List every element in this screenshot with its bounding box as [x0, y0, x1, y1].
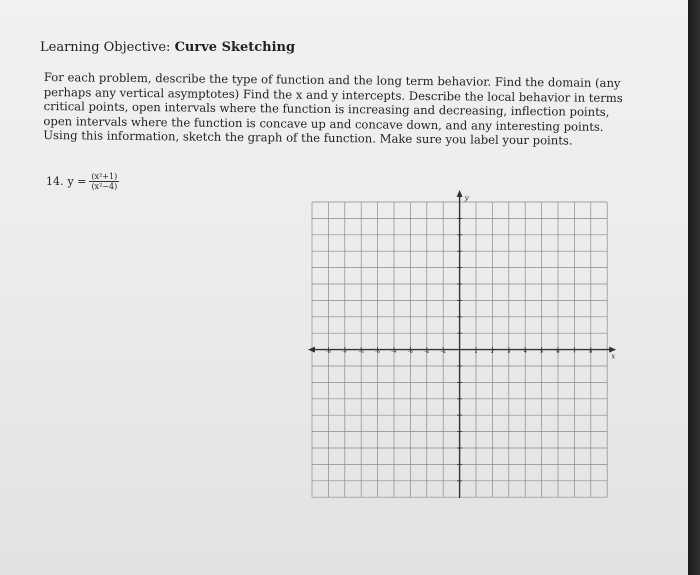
x-tick-label: -8 — [325, 349, 332, 356]
problem-number: 14. — [46, 175, 64, 188]
desk-edge — [688, 0, 700, 575]
x-tick-label: 6 — [556, 349, 560, 356]
x-tick-label: 8 — [589, 349, 593, 356]
x-axis-label: x — [611, 352, 616, 361]
instruction-line: open intervals where the function is concave up and concave down, and any interesting points. — [43, 113, 604, 134]
x-tick-label: -5 — [374, 349, 381, 356]
x-tick-label: -1 — [440, 349, 446, 356]
page-title — [40, 40, 295, 55]
x-tick-label: 3 — [507, 349, 511, 356]
equation-lhs: y = — [67, 175, 87, 188]
x-tick-label: 2 — [490, 349, 495, 356]
problem-14 — [46, 172, 119, 191]
fraction-numerator: (x²+1) — [91, 172, 118, 181]
fraction-denominator: (x²−4) — [91, 182, 118, 191]
y-axis-arrow-top — [457, 190, 463, 197]
x-tick-label: -7 — [342, 349, 348, 356]
title-main: Curve Sketching — [174, 40, 296, 55]
x-tick-label: -6 — [358, 349, 364, 356]
x-tick-label: -4 — [391, 349, 397, 356]
x-axis-arrow-left — [308, 347, 315, 353]
x-tick-label: -3 — [407, 349, 414, 356]
instruction-line: Using this information, sketch the graph of the function. Make sure you label your points. — [43, 127, 573, 148]
instruction-line: critical points, open intervals where the function is increasing and decreasing, inflection points, — [43, 98, 610, 119]
x-tick-label: 5 — [539, 349, 544, 356]
grid-svg — [300, 186, 620, 498]
coordinate-grid[interactable] — [300, 186, 620, 498]
instructions-paragraph — [43, 70, 664, 149]
title-prefix: Learning Objective: — [40, 40, 171, 55]
x-tick-label: 1 — [474, 349, 478, 356]
instruction-line: For each problem, describe the type of function and the long term behavior. Find the domain (any — [43, 70, 621, 91]
instruction-line: perhaps any vertical asymptotes) Find the x and y intercepts. Describe the local behavior in terms — [43, 84, 623, 105]
x-tick-label: 4 — [523, 349, 527, 356]
y-axis-label: y — [464, 194, 469, 202]
x-tick-label: 7 — [572, 349, 577, 356]
x-tick-label: -2 — [424, 349, 430, 356]
equation-fraction — [89, 172, 119, 191]
